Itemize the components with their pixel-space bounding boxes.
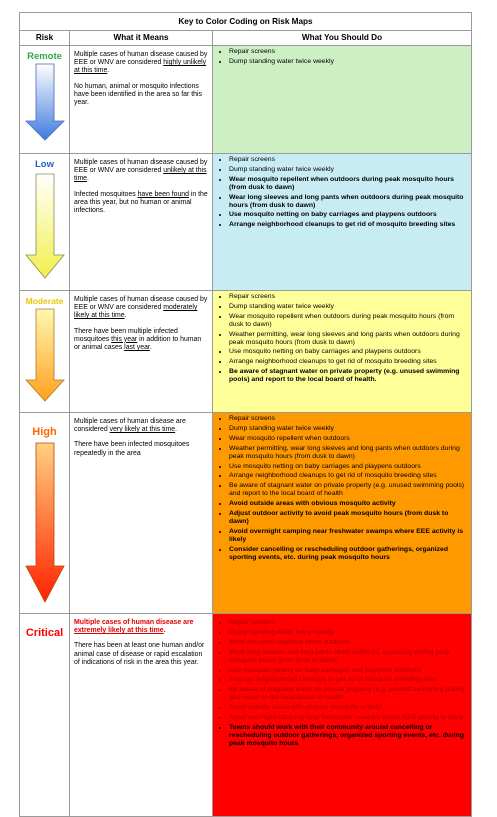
action-item: • Wear long sleeves and long pants when outdoors, especially during peak mosquito hours (from dusk to dawn) bbox=[229, 649, 469, 665]
action-item: • Be aware of stagnant water on private property (e.g. unused swimming pools) and report to the local board of health. bbox=[229, 368, 469, 384]
row-low bbox=[20, 154, 472, 291]
risk-label-remote: Remote bbox=[27, 51, 62, 62]
action-item: • Be aware of stagnant water on private property (e.g. unused swimming pools) and report to the local board of health bbox=[229, 482, 469, 498]
meaning-cell-low bbox=[70, 154, 213, 291]
header-meaning: What it Means bbox=[70, 31, 213, 46]
action-item: • Use mosquito netting on baby carriages and playpens outdoors bbox=[229, 667, 469, 675]
action-item: • Weather permitting, wear long sleeves and long pants when outdoors during peak mosquito hours (from dusk to dawn) bbox=[229, 445, 469, 461]
actions-cell-remote bbox=[213, 46, 472, 154]
arrow-down-icon bbox=[24, 308, 66, 402]
action-item: • Repair screens bbox=[229, 619, 469, 627]
action-item: • Wear mosquito repellent when outdoors bbox=[229, 639, 469, 647]
header-risk: Risk bbox=[20, 31, 70, 46]
risk-cell-high bbox=[20, 413, 70, 614]
risk-label-low: Low bbox=[35, 159, 54, 170]
action-item: • Use mosquito netting on baby carriages and playpens outdoors bbox=[229, 211, 469, 219]
action-item: • Avoid outside areas with obvious mosquito activity bbox=[229, 704, 469, 712]
action-item: • Dump standing water twice weekly bbox=[229, 303, 469, 311]
action-item: • Dump standing water twice weekly bbox=[229, 425, 469, 433]
arrow-down-icon bbox=[24, 63, 66, 141]
actions-list-low bbox=[215, 156, 469, 229]
action-item: • Repair screens bbox=[229, 293, 469, 301]
action-item: • Arrange neighborhood cleanups to get rid of mosquito breeding sites bbox=[229, 221, 469, 229]
action-item: • Wear mosquito repellent when outdoors during peak mosquito hours (from dusk to dawn) bbox=[229, 313, 469, 329]
action-item: • Use mosquito netting on baby carriages and playpens outdoors bbox=[229, 463, 469, 471]
action-item: • Dump standing water twice weekly bbox=[229, 58, 469, 66]
meaning-para: There has been at least one human and/or animal case of disease or rapid escalation of indications of risk in the area this year. bbox=[74, 642, 205, 666]
action-item: • Repair screens bbox=[229, 415, 469, 423]
meaning-para: Infected mosquitoes have been found in the area this year, but no human or animal infections. bbox=[74, 190, 208, 215]
actions-list-high bbox=[215, 415, 469, 562]
meaning-cell-moderate bbox=[70, 291, 213, 413]
meaning-cell-high bbox=[70, 413, 213, 614]
risk-key-document bbox=[19, 12, 472, 817]
actions-list-remote bbox=[215, 48, 469, 66]
risk-label-critical: Critical bbox=[25, 627, 64, 639]
actions-list-critical bbox=[215, 616, 469, 748]
arrow-down-icon bbox=[24, 442, 66, 604]
meaning-para: Multiple cases of human disease caused by EEE or WNV are considered highly unlikely at this time. bbox=[74, 51, 208, 75]
action-item: • Avoid overnight camping near freshwater swamps where EEE activity is likely bbox=[229, 714, 469, 722]
risk-cell-low bbox=[20, 154, 70, 291]
actions-cell-low bbox=[213, 154, 472, 291]
action-item: • Avoid outside areas with obvious mosquito activity bbox=[229, 500, 469, 508]
action-item: • Towns should work with their community around cancelling or rescheduling outdoor gatherings, organized sporting events, etc. during peak mosquito hours bbox=[229, 724, 469, 748]
meaning-para: Multiple cases of human disease caused by EEE or WNV are considered moderately likely at this time. bbox=[74, 296, 208, 320]
risk-cell-critical bbox=[20, 614, 70, 817]
action-item: • Avoid overnight camping near freshwater swamps where EEE activity is likely bbox=[229, 528, 469, 544]
action-item: • Repair screens bbox=[229, 48, 469, 56]
arrow-down-icon bbox=[24, 173, 66, 279]
action-item: • Arrange neighborhood cleanups to get rid of mosquito breeding sites bbox=[229, 472, 469, 480]
row-high bbox=[20, 413, 472, 614]
action-item: • Arrange neighborhood cleanups to get rid of mosquito breeding sites bbox=[229, 358, 469, 366]
actions-list-moderate bbox=[215, 293, 469, 384]
actions-cell-high bbox=[213, 413, 472, 614]
action-item: • Repair screens bbox=[229, 156, 469, 164]
actions-cell-critical bbox=[213, 614, 472, 817]
row-remote bbox=[20, 46, 472, 154]
risk-cell-moderate bbox=[20, 291, 70, 413]
table-title: Key to Color Coding on Risk Maps bbox=[20, 13, 472, 31]
action-item: • Consider cancelling or rescheduling outdoor gatherings, organized sporting events, etc. during peak mosquito hours bbox=[229, 546, 469, 562]
meaning-para: No human, animal or mosquito infections have been identified in the area so far this year. bbox=[74, 82, 202, 107]
action-item: • Dump standing water twice weekly bbox=[229, 629, 469, 637]
risk-key-table bbox=[19, 12, 472, 817]
action-item: • Arrange neighborhood cleanups to get rid of mosquito breeding sites bbox=[229, 676, 469, 684]
row-moderate bbox=[20, 291, 472, 413]
action-item: • Adjust outdoor activity to avoid peak mosquito hours (from dusk to dawn) bbox=[229, 510, 469, 526]
row-critical bbox=[20, 614, 472, 817]
action-item: • Wear mosquito repellent when outdoors bbox=[229, 435, 469, 443]
action-item: • Be aware of stagnant water on private property (e.g. unused swimming pools) and report to the local board of health. bbox=[229, 686, 469, 702]
action-item: • Weather permitting, wear long sleeves and long pants when outdoors during peak mosquito hours (from dusk to dawn) bbox=[229, 331, 469, 347]
action-item: • Dump standing water twice weekly bbox=[229, 166, 469, 174]
meaning-para: There have been multiple infected mosquitoes this year in addition to human or animal cases last year. bbox=[74, 327, 202, 352]
actions-cell-moderate bbox=[213, 291, 472, 413]
meaning-cell-critical bbox=[70, 614, 213, 817]
meaning-cell-remote bbox=[70, 46, 213, 154]
action-item: • Use mosquito netting on baby carriages and playpens outdoors bbox=[229, 348, 469, 356]
meaning-para: Multiple cases of human disease caused by EEE or WNV are considered unlikely at this time. bbox=[74, 159, 208, 183]
risk-label-high: High bbox=[32, 426, 57, 438]
action-item: • Wear mosquito repellent when outdoors during peak mosquito hours (from dusk to dawn) bbox=[229, 176, 469, 192]
risk-cell-remote bbox=[20, 46, 70, 154]
header-row bbox=[20, 31, 472, 46]
meaning-para: Multiple cases of human disease are extremely likely at this time. bbox=[74, 619, 194, 635]
risk-label-moderate: Moderate bbox=[25, 296, 64, 306]
header-actions: What You Should Do bbox=[213, 31, 472, 46]
action-item: • Wear long sleeves and long pants when outdoors during peak mosquito hours (from dusk to dawn) bbox=[229, 194, 469, 210]
meaning-para: Multiple cases of human disease are considered very likely at this time. bbox=[74, 418, 186, 434]
meaning-para: There have been infected mosquitoes repeatedly in the area bbox=[74, 441, 190, 457]
